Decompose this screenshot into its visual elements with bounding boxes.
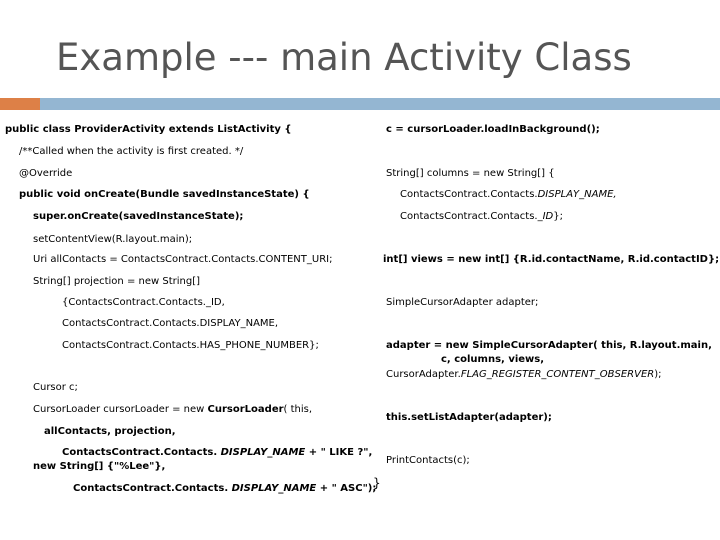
title-accent-bar-blue bbox=[40, 98, 720, 110]
code-line-comment: /**Called when the activity is first created. */ bbox=[19, 146, 244, 157]
code-line-columns-name: ContactsContract.Contacts.DISPLAY_NAME, bbox=[400, 189, 617, 200]
code-line-projection-name: ContactsContract.Contacts.DISPLAY_NAME, bbox=[62, 318, 279, 329]
title-accent-bar-orange bbox=[0, 98, 40, 110]
code-line-adapter-decl: SimpleCursorAdapter adapter; bbox=[386, 297, 539, 308]
extends-clause: extends ListActivity { bbox=[165, 124, 292, 135]
slide-title: Example --- main Activity Class bbox=[56, 36, 632, 79]
code-line-adapter-new: adapter = new SimpleCursorAdapter( this, R.layout.main, bbox=[386, 340, 712, 351]
code-line-columns-id: ContactsContract.Contacts._ID}; bbox=[400, 211, 563, 222]
code-line-adapter-flag: CursorAdapter.FLAG_REGISTER_CONTENT_OBSERVER); bbox=[386, 369, 662, 380]
code-line-adapter-args: c, columns, views, bbox=[441, 354, 545, 365]
code-line-projection-phone: ContactsContract.Contacts.HAS_PHONE_NUMBER}; bbox=[62, 340, 319, 351]
code-line-load-background: c = cursorLoader.loadInBackground(); bbox=[386, 124, 600, 135]
code-line-super: super.onCreate(savedInstanceState); bbox=[33, 211, 244, 222]
code-line-selection: ContactsContract.Contacts. DISPLAY_NAME + " LIKE ?", bbox=[62, 447, 373, 458]
code-line-sort-order: ContactsContract.Contacts. DISPLAY_NAME + " ASC"); bbox=[73, 483, 377, 494]
code-line-projection: String[] projection = new String[] bbox=[33, 276, 200, 287]
code-line-projection-id: {ContactsContract.Contacts._ID, bbox=[62, 297, 225, 308]
code-line-set-adapter: this.setListAdapter(adapter); bbox=[386, 412, 552, 423]
code-line-class-decl bbox=[5, 124, 292, 135]
code-line-print-contacts: PrintContacts(c); bbox=[386, 455, 470, 466]
code-line-oncreate: public void onCreate(Bundle savedInstanceState) { bbox=[19, 189, 310, 200]
code-line-selection-args: new String[] {"%Lee"}, bbox=[33, 461, 166, 472]
code-line-args: allContacts, projection, bbox=[44, 426, 176, 437]
code-line-cursorloader: CursorLoader cursorLoader = new CursorLoader( this, bbox=[33, 404, 313, 415]
class-name: public class ProviderActivity bbox=[5, 124, 166, 135]
code-line-cursor: Cursor c; bbox=[33, 382, 78, 393]
code-line-override: @Override bbox=[19, 168, 73, 179]
code-line-columns: String[] columns = new String[] { bbox=[386, 168, 555, 179]
code-line-uri: Uri allContacts = ContactsContract.Contacts.CONTENT_URI; bbox=[33, 254, 333, 265]
code-line-setcontentview: setContentView(R.layout.main); bbox=[33, 234, 193, 245]
code-line-closing-brace: } bbox=[373, 476, 381, 490]
code-line-views: int[] views = new int[] {R.id.contactName, R.id.contactID}; bbox=[383, 254, 720, 265]
